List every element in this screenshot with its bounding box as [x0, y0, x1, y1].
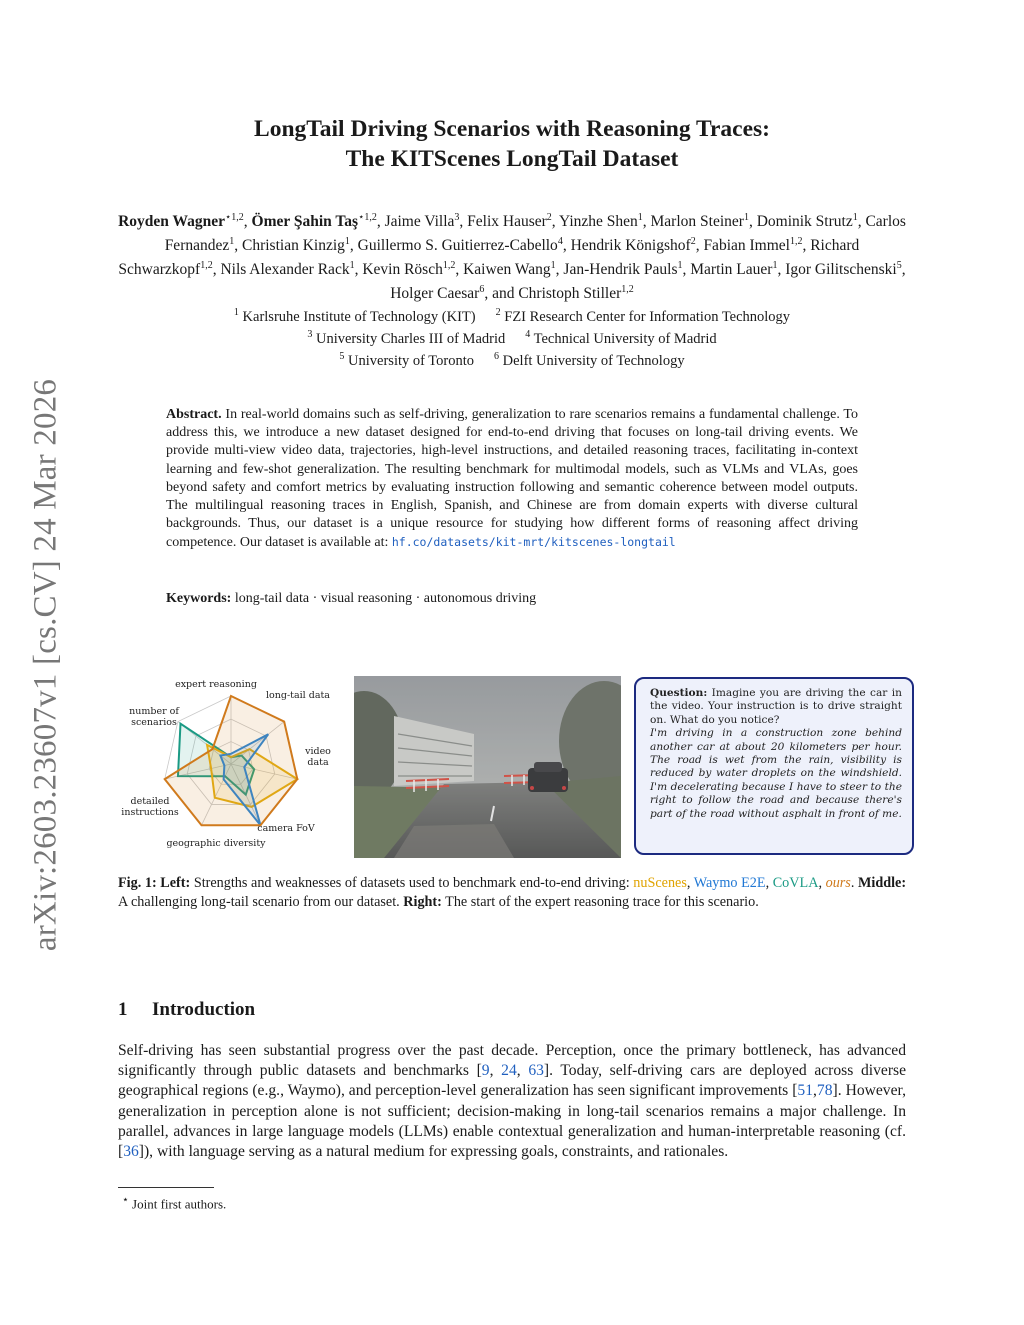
- author-affiliation-mark: 2: [546, 212, 552, 223]
- author-name: Royden Wagner: [118, 213, 226, 231]
- intro-text: ]. However, generalization in perception alone is not sufficient; decision-making in long-tail scenarios remains a major challenge. In parallel, advances in large language models (LLMs) enable contextual generalization and human-interpretable reasoning (cf. [: [118, 1082, 906, 1161]
- author-affiliation-mark: ⋆1,2: [225, 212, 244, 223]
- author-name: Guillermo S. Guitierrez-Cabello: [357, 237, 558, 255]
- keywords-label: Keywords:: [166, 591, 232, 606]
- author-affiliation-mark: 6: [479, 284, 485, 296]
- section-number: 1: [118, 999, 128, 1020]
- radar-axis-label: camera FoV: [257, 823, 315, 834]
- legend-covla: CoVLA: [772, 875, 819, 891]
- affiliation-line: [118, 304, 906, 326]
- driving-scene-photo: [354, 676, 621, 858]
- abstract-label: Abstract.: [166, 407, 222, 422]
- keywords-text: long-tail data · visual reasoning · autonomous driving: [234, 591, 537, 606]
- paper-title: [118, 114, 906, 174]
- radar-axis-label: video data: [305, 746, 331, 768]
- right-text: The start of the expert reasoning trace for this scenario.: [445, 893, 759, 910]
- radar-axis-label: detailed instructions: [121, 796, 179, 818]
- author-affiliation-mark: 5: [896, 260, 902, 272]
- author-affiliation-mark: 1: [743, 212, 749, 223]
- radar-axis-label: number of scenarios: [129, 706, 179, 728]
- affiliation-name: Delft University of Technology: [499, 353, 685, 370]
- author-affiliation-mark: 1: [229, 236, 235, 248]
- citation-link[interactable]: 36: [123, 1143, 139, 1161]
- intro-text: ,: [813, 1082, 817, 1100]
- affiliation-number: 2: [495, 307, 501, 318]
- author-name: Kevin Rösch: [362, 261, 443, 279]
- dataset-link[interactable]: hf.co/datasets/kit-mrt/kitscenes-longtail: [391, 535, 676, 550]
- title-line-1: LongTail Driving Scenarios with Reasoning Traces:: [254, 116, 770, 142]
- author-name: Marlon Steiner: [650, 213, 744, 231]
- author-name: Christoph Stiller: [518, 285, 622, 303]
- author-name: Holger Caesar: [390, 285, 480, 303]
- legend-ours: ours: [825, 875, 851, 891]
- author-affiliation-mark: 1,2: [442, 260, 456, 272]
- affiliation: [494, 353, 685, 369]
- radar-axis-label: geographic diversity: [166, 838, 266, 849]
- author-affiliation-mark: 1: [637, 212, 643, 223]
- section-heading: [118, 999, 255, 1021]
- affiliation-name: FZI Research Center for Information Technology: [500, 308, 791, 325]
- intro-text: ,: [516, 1062, 529, 1080]
- arxiv-identifier: arXiv:2603.23607v1 [cs.CV] 24 Mar 2026: [27, 378, 64, 952]
- intro-text: ]), with language serving as a natural medium for expressing goals, constraints, and rationales.: [138, 1143, 729, 1161]
- author-name: Ömer Şahin Taş: [251, 213, 359, 231]
- affiliation-name: Karlsruhe Institute of Technology (KIT): [238, 308, 476, 325]
- author-name: Felix Hauser: [467, 213, 547, 231]
- affiliation-name: University Charles III of Madrid: [312, 331, 506, 348]
- radar-axis-label: long-tail data: [266, 690, 330, 701]
- intro-text: ,: [489, 1062, 502, 1080]
- author-affiliation-mark: 1: [677, 260, 683, 272]
- citation-link[interactable]: 9: [481, 1062, 490, 1080]
- intro-text: Self-driving has seen substantial progress over the past decade. Perception, once the primary bottleneck, has advanced significantly through public datasets and benchmarks [: [118, 1042, 906, 1080]
- citation-link[interactable]: 24: [501, 1062, 517, 1080]
- author-name: Jaime Villa: [384, 213, 455, 231]
- author-affiliation-mark: 1,2: [621, 284, 634, 296]
- question-text: Imagine you are driving the car in the video. Your instruction is to drive straight on. What do you notice?: [650, 687, 902, 726]
- right-label: Right:: [403, 893, 442, 910]
- author-affiliation-mark: 1: [772, 260, 778, 272]
- fig-label: Fig. 1:: [118, 875, 157, 891]
- expert-answer: I'm driving in a construction zone behind another car at about 20 kilometers per hour. The road is wet from the rain, visibility is reduced by water droplets on the windshield. I'm decelerating because I have to steer to the right to follow the road and because there's part of the road without asphalt in front of me.: [650, 727, 902, 820]
- affiliation-number: 6: [494, 351, 500, 363]
- author-affiliation-mark: 1: [344, 236, 350, 248]
- left-text: Strengths and weaknesses of datasets used to benchmark end-to-end driving:: [193, 875, 630, 891]
- footnote-mark: ⋆: [122, 1194, 129, 1206]
- left-label: Left:: [160, 875, 191, 891]
- affiliation-number: 4: [525, 329, 531, 341]
- author-name: Carlos Fernandez: [164, 213, 906, 255]
- intro-paragraph: [118, 1041, 906, 1162]
- author-affiliation-mark: 2: [690, 236, 696, 248]
- radar-axis-label: expert reasoning: [175, 679, 257, 690]
- affiliation: [525, 331, 716, 347]
- abstract-text: In real-world domains such as self-driving, generalization to rare scenarios remains a fundamental challenge. To address this, we introduce a new dataset designed for end-to-end driving that focuses on long-tail driving events. We provide multi-view video data, trajectories, high-level instructions, and detailed reasoning traces, facilitating in-context learning and few-shot generalization. The resulting benchmark for multimodal models, such as VLMs and VLAs, goes beyond safety and comfort metrics by evaluating instruction following and semantic coherence between model outputs. The multilingual reasoning traces in English, Spanish, and Chinese are from domain experts with diverse cultural backgrounds. Thus, our dataset is a unique resource for studying how different forms of reasoning affect driving competence. Our dataset is available at:: [166, 407, 859, 551]
- author-name: Nils Alexander Rack: [220, 261, 350, 279]
- footnote-text: Joint first authors.: [132, 1196, 227, 1212]
- affiliation: [339, 353, 474, 369]
- affiliation-line: [118, 349, 906, 371]
- reasoning-box: [634, 677, 914, 855]
- author-affiliation-mark: 1: [852, 212, 858, 223]
- author-name: Fabian Immel: [703, 237, 790, 255]
- radar-chart: [118, 668, 344, 860]
- affiliation-number: 1: [233, 307, 239, 318]
- author-name: Dominik Strutz: [756, 213, 853, 231]
- affiliation: [496, 309, 790, 325]
- author-name: Christian Kinzig: [242, 237, 345, 255]
- citation-link[interactable]: 78: [816, 1082, 833, 1100]
- affiliation-line: [118, 326, 906, 348]
- citation-link[interactable]: 51: [797, 1082, 814, 1100]
- author-affiliation-mark: 1,2: [789, 236, 803, 248]
- author-affiliation-mark: 3: [454, 212, 460, 223]
- middle-text: A challenging long-tail scenario from our dataset.: [118, 893, 400, 910]
- author-affiliation-mark: 1,2: [200, 260, 213, 272]
- author-name: Kaiwen Wang: [463, 261, 551, 279]
- legend-waymo: Waymo E2E: [693, 875, 766, 891]
- abstract: [166, 406, 858, 553]
- author-name: Yinzhe Shen: [558, 213, 638, 231]
- author-name: Martin Lauer: [690, 261, 773, 279]
- footnote-rule: [118, 1187, 214, 1188]
- affiliation: [307, 331, 505, 347]
- author-affiliation-mark: 1: [349, 260, 355, 272]
- legend-nuscenes: nuScenes: [633, 875, 687, 891]
- question: [650, 687, 902, 727]
- figure-caption: Fig. 1: Left: Strengths and weaknesses of datasets used to benchmark end-to-end driving: nuScenes, Waymo E2E, CoVLA, ours. Middle: A challenging long-tail scenario from our dataset. Right: The start of the expert reasoning trace for this scenario.: [118, 875, 907, 910]
- intro-text: ]. Today, self-driving cars are deployed across diverse geographical regions (e.g., Waymo), and perception-level generalization has seen significant improvements [: [118, 1062, 906, 1100]
- keywords: [166, 590, 858, 608]
- author-affiliation-mark: 4: [557, 236, 563, 248]
- author-name: Igor Gilitschenski: [785, 261, 897, 279]
- middle-label: Middle:: [857, 875, 907, 891]
- author-affiliation-mark: 1: [550, 260, 556, 272]
- author-name: Richard Schwarzkopf: [118, 237, 860, 279]
- author-list: Royden Wagner$^{⋆1,2}$, Ömer Şahin Taş$^{⋆1,2}$, Jaime Villa$^3$, Felix Hauser$^2$, Yinzhe Shen$^1$, Marlon Steiner$^1$, Dominik Strutz$^1$, Carlos Fernandez$^1$, Christian Kinzig$^1$, Guillermo S. Guitierrez-Cabello$^4$, Hendrik Königshof$^2$, Fabian Immel$^{1,2}$, Richard Schwarzkopf$^{1,2}$, Nils Alexander Rack$^1$, Kevin Rösch$^{1,2}$, Kaiwen Wang$^1$, Jan-Hendrik Pauls$^1$, Martin Lauer$^1$, Igor Gilitschenski$^5$, Holger Caesar$^6$, and Christoph Stiller$^{1,2}$: [118, 212, 906, 303]
- author-affiliation-mark: ⋆1,2: [358, 212, 377, 223]
- citation-link[interactable]: 63: [528, 1062, 544, 1080]
- affiliation: [234, 309, 476, 325]
- author-name: Hendrik Königshof: [570, 237, 691, 255]
- affiliation-name: University of Toronto: [344, 353, 475, 370]
- section-title: Introduction: [152, 999, 256, 1020]
- title-line-2: The KITScenes LongTail Dataset: [345, 146, 679, 172]
- affiliation-number: 3: [307, 329, 313, 341]
- affiliation-number: 5: [339, 351, 345, 363]
- affiliations: [118, 304, 906, 371]
- author-name: Jan-Hendrik Pauls: [563, 261, 678, 279]
- question-label: Question:: [650, 687, 708, 699]
- footnote: [122, 1193, 226, 1212]
- affiliation-name: Technical University of Madrid: [530, 331, 717, 348]
